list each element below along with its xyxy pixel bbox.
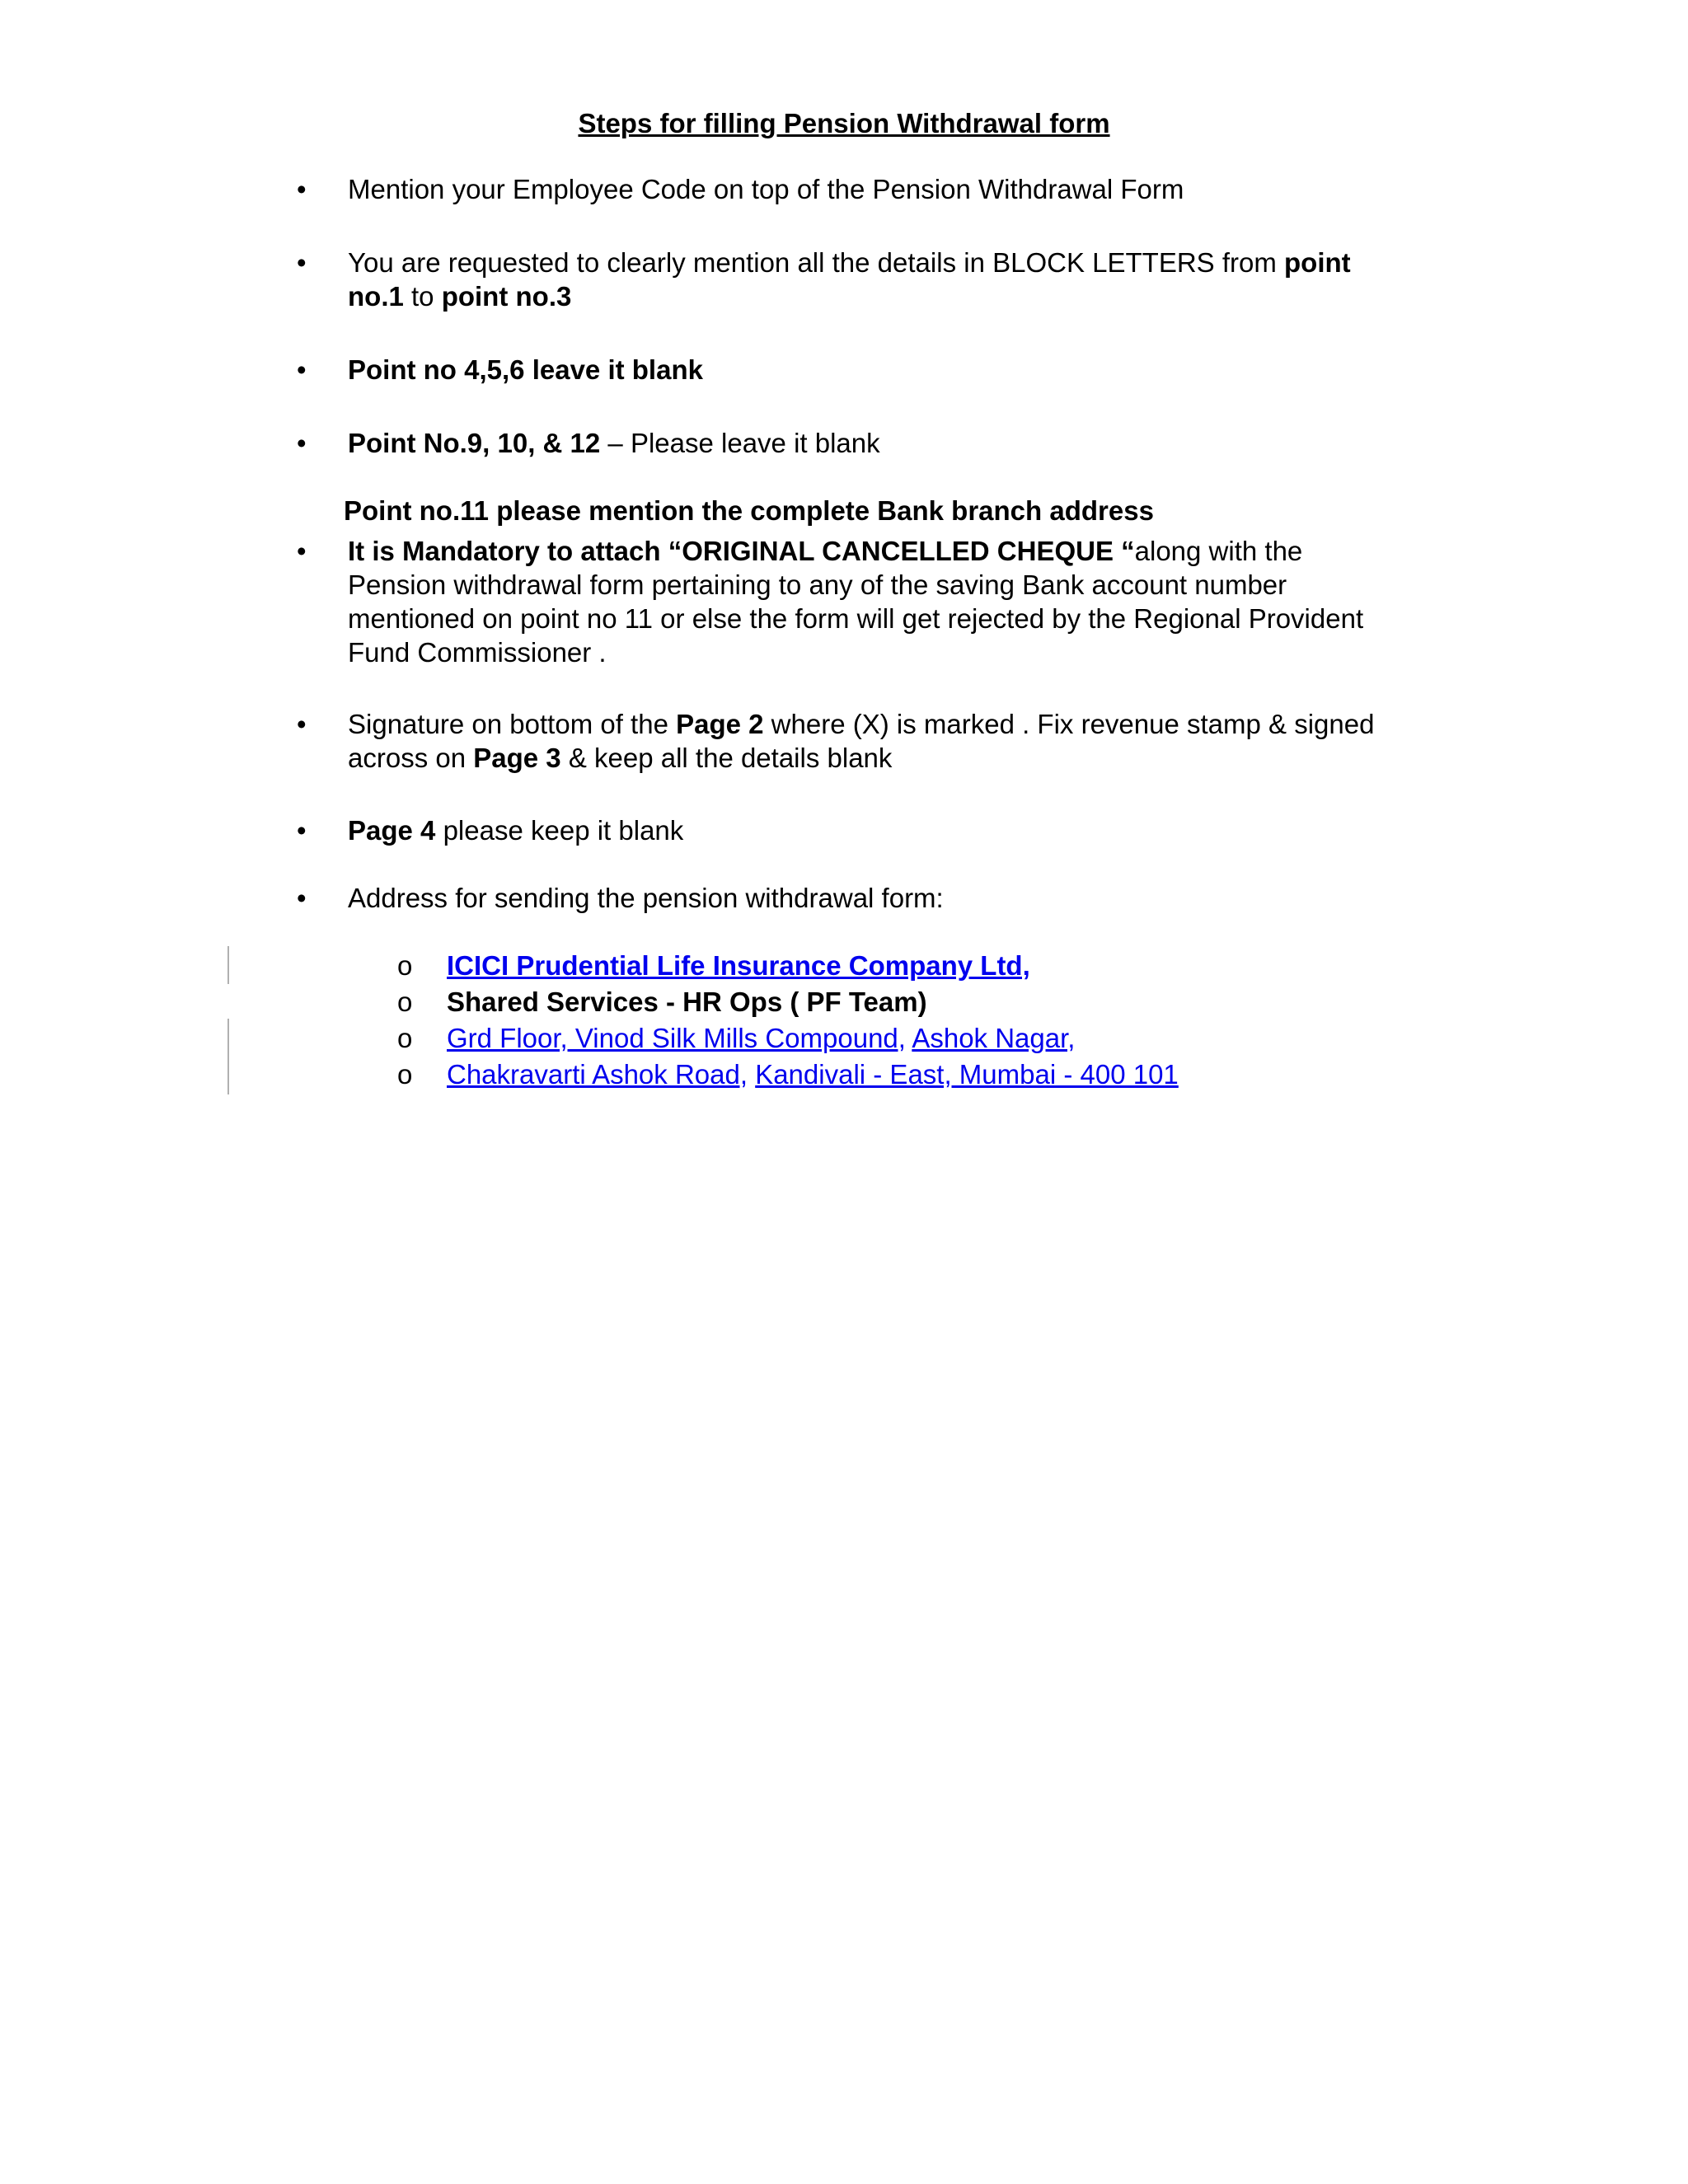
instruction-bold: point: [1284, 247, 1351, 278]
address-city: [447, 1057, 1179, 1091]
instruction-text: to: [403, 281, 442, 312]
address-street-link[interactable]: Grd Floor, Vinod Silk Mills Compound,: [447, 1023, 906, 1053]
change-bar: [227, 1019, 229, 1094]
instruction-address-heading: Address for sending the pension withdrawal form:: [348, 883, 944, 913]
instruction-text: & keep all the details blank: [560, 743, 893, 773]
address-area-link[interactable]: Ashok Nagar,: [912, 1023, 1076, 1053]
instruction-signature-cont: [348, 741, 892, 775]
instruction-bold: It is Mandatory to attach “ORIGINAL CANCELLED CHEQUE “: [348, 536, 1135, 566]
instruction-bold: Page 4: [348, 815, 436, 846]
change-bar: [227, 946, 229, 984]
address-company: [447, 949, 1030, 982]
instruction-text: please keep it blank: [435, 815, 684, 846]
bullet: •: [297, 536, 307, 566]
sub-bullet: o: [397, 1023, 413, 1053]
instruction-cheque-line4: Fund Commissioner .: [348, 637, 607, 668]
address-department: Shared Services - HR Ops ( PF Team): [447, 987, 927, 1017]
instruction-text: You are requested to clearly mention all the details in BLOCK LETTERS from: [348, 247, 1285, 278]
address-street: [447, 1021, 1075, 1055]
bullet: •: [297, 428, 307, 458]
sub-bullet: o: [397, 950, 413, 981]
sub-bullet: o: [397, 987, 413, 1017]
instruction-text: where (X) is marked . Fix revenue stamp & signed: [763, 709, 1375, 739]
address-road-link[interactable]: Chakravarti Ashok Road,: [447, 1059, 748, 1090]
instruction-block-letters-cont: [348, 279, 571, 313]
instruction-cheque-line3: mentioned on point no 11 or else the form will get rejected by the Regional Provident: [348, 603, 1364, 634]
page-title: Steps for filling Pension Withdrawal form: [578, 108, 1110, 138]
bullet: •: [297, 709, 307, 739]
instruction-points-4-5-6: Point no 4,5,6 leave it blank: [348, 354, 703, 385]
instruction-text: Signature on bottom of the: [348, 709, 677, 739]
instruction-employee-code: Mention your Employee Code on top of the Pension Withdrawal Form: [348, 174, 1184, 204]
instruction-points-9-10-12: [348, 426, 880, 460]
bullet: •: [297, 354, 307, 385]
bullet: •: [297, 815, 307, 846]
instruction-text: across on: [348, 743, 474, 773]
instruction-bold: Page 3: [473, 743, 561, 773]
instruction-bold: Page 2: [676, 709, 764, 739]
bullet: •: [297, 247, 307, 278]
instruction-bold: Point No.9, 10, & 12: [348, 428, 601, 458]
sub-bullet: o: [397, 1059, 413, 1090]
instruction-bold: no.1: [348, 281, 404, 312]
address-company-link[interactable]: ICICI Prudential Life Insurance Company Ltd,: [447, 950, 1030, 981]
instruction-cancelled-cheque: [348, 534, 1302, 568]
instruction-signature: [348, 707, 1374, 741]
instruction-text: – Please leave it blank: [600, 428, 880, 458]
instruction-page-4: [348, 813, 683, 847]
point-11-note: Point no.11 please mention the complete Bank branch address: [344, 495, 1154, 526]
bullet: •: [297, 174, 307, 204]
instruction-cheque-line2: Pension withdrawal form pertaining to any of the saving Bank account number: [348, 569, 1287, 600]
instruction-bold: point no.3: [441, 281, 572, 312]
instruction-block-letters: [348, 246, 1351, 279]
instruction-text: along with the: [1134, 536, 1303, 566]
bullet: •: [297, 883, 307, 913]
address-city-link[interactable]: Kandivali - East, Mumbai - 400 101: [755, 1059, 1179, 1090]
